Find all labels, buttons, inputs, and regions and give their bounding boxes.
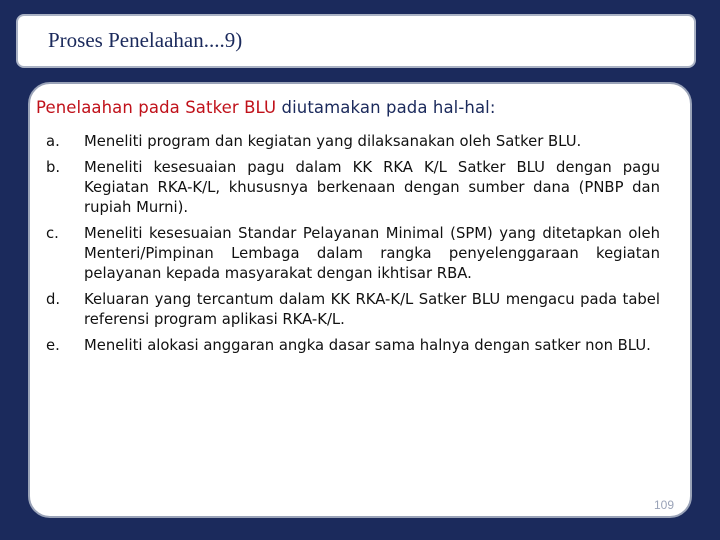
list-item — [46, 336, 660, 356]
slide-title: Proses Penelaahan....9) — [48, 28, 243, 52]
list-marker: e. — [46, 337, 60, 354]
title-box — [16, 14, 696, 68]
list-marker: a. — [46, 133, 60, 150]
content-box — [28, 82, 692, 518]
list-item-text: Meneliti kesesuaian pagu dalam KK RKA K/L Satker BLU dengan pagu Kegiatan RKA-K/L, khususnya berkenaan dengan sumber dana (PNBP dan rupiah Murni). — [84, 159, 660, 216]
list-item — [46, 132, 660, 152]
list-item — [46, 224, 660, 284]
list-marker: d. — [46, 291, 61, 308]
list-item-text: Meneliti program dan kegiatan yang dilaksanakan oleh Satker BLU. — [84, 133, 582, 150]
heading-highlight: Penelaahan pada Satker BLU — [36, 98, 277, 117]
list-item — [46, 158, 660, 218]
item-list — [46, 132, 660, 362]
heading-rest: diutamakan pada hal-hal: — [276, 98, 496, 117]
content-heading — [36, 98, 496, 117]
list-item — [46, 290, 660, 330]
list-item-text: Meneliti kesesuaian Standar Pelayanan Minimal (SPM) yang ditetapkan oleh Menteri/Pimpinan Lembaga dalam rangka penyelenggaraan kegiatan pelayanan kepada masyarakat dengan ikhtisar RBA. — [84, 225, 660, 282]
list-item-text: Keluaran yang tercantum dalam KK RKA-K/L Satker BLU mengacu pada tabel referensi program aplikasi RKA-K/L. — [84, 291, 660, 328]
page-number: 109 — [654, 498, 675, 512]
list-marker: b. — [46, 159, 61, 176]
list-item-text: Meneliti alokasi anggaran angka dasar sama halnya dengan satker non BLU. — [84, 337, 651, 354]
list-marker: c. — [46, 225, 59, 242]
